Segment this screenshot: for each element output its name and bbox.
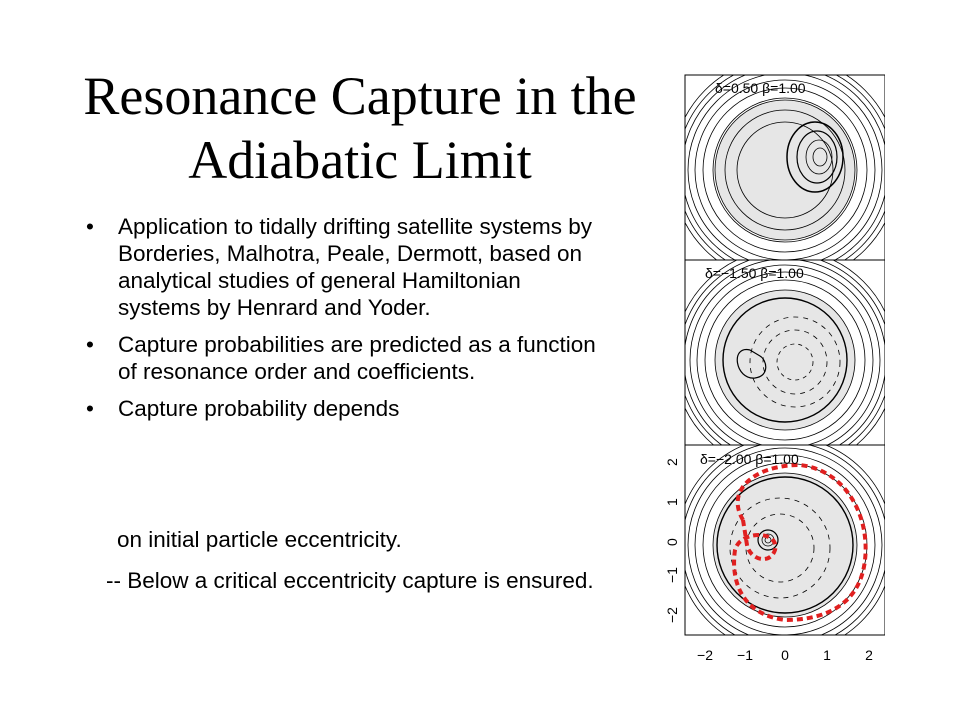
y-axis (664, 458, 680, 623)
slide-title: Resonance Capture in the Adiabatic Limit (83, 66, 637, 190)
x-tick-label: −2 (697, 647, 713, 663)
continuation-line: on initial particle eccentricity. (117, 527, 402, 552)
bullet-dot-icon: • (86, 214, 94, 239)
phase-panel (672, 60, 885, 283)
x-axis (697, 647, 873, 663)
phase-space-figure (655, 60, 885, 675)
x-tick-label: −1 (737, 647, 753, 663)
continuation-line: -- Below a critical eccentricity capture is ensured. (106, 568, 594, 593)
x-tick-label: 2 (865, 647, 873, 663)
panel-label: δ=−2.00 β=1.00 (700, 451, 799, 467)
bullet-dot-icon: • (86, 396, 94, 421)
y-tick-label: −2 (664, 607, 680, 623)
y-tick-label: 1 (664, 498, 680, 506)
x-tick-label: 0 (781, 647, 789, 663)
phase-panel (677, 437, 885, 653)
bullet-text: Capture probabilities are predicted as a function of resonance order and coefficients. (118, 332, 596, 384)
panel-label: δ=0.50 β=1.00 (715, 80, 806, 96)
bullet-item (78, 395, 608, 422)
bullet-text: Capture probability depends (118, 396, 400, 421)
bullet-text: Application to tidally drifting satellite systems by Borderies, Malhotra, Peale, Dermott, based on analytical studies of general Hamiltonian systems by Henrard and Yoder. (118, 214, 592, 320)
bullet-item (78, 213, 608, 321)
bullet-list (78, 213, 608, 432)
y-tick-label: 2 (664, 458, 680, 466)
bullet-item (78, 331, 608, 385)
panel-label: δ=−1.50 β=1.00 (705, 265, 804, 281)
bullet-dot-icon: • (86, 332, 94, 357)
y-tick-label: −1 (664, 567, 680, 583)
phase-panel (674, 249, 885, 471)
y-tick-label: 0 (664, 538, 680, 546)
x-tick-label: 1 (823, 647, 831, 663)
